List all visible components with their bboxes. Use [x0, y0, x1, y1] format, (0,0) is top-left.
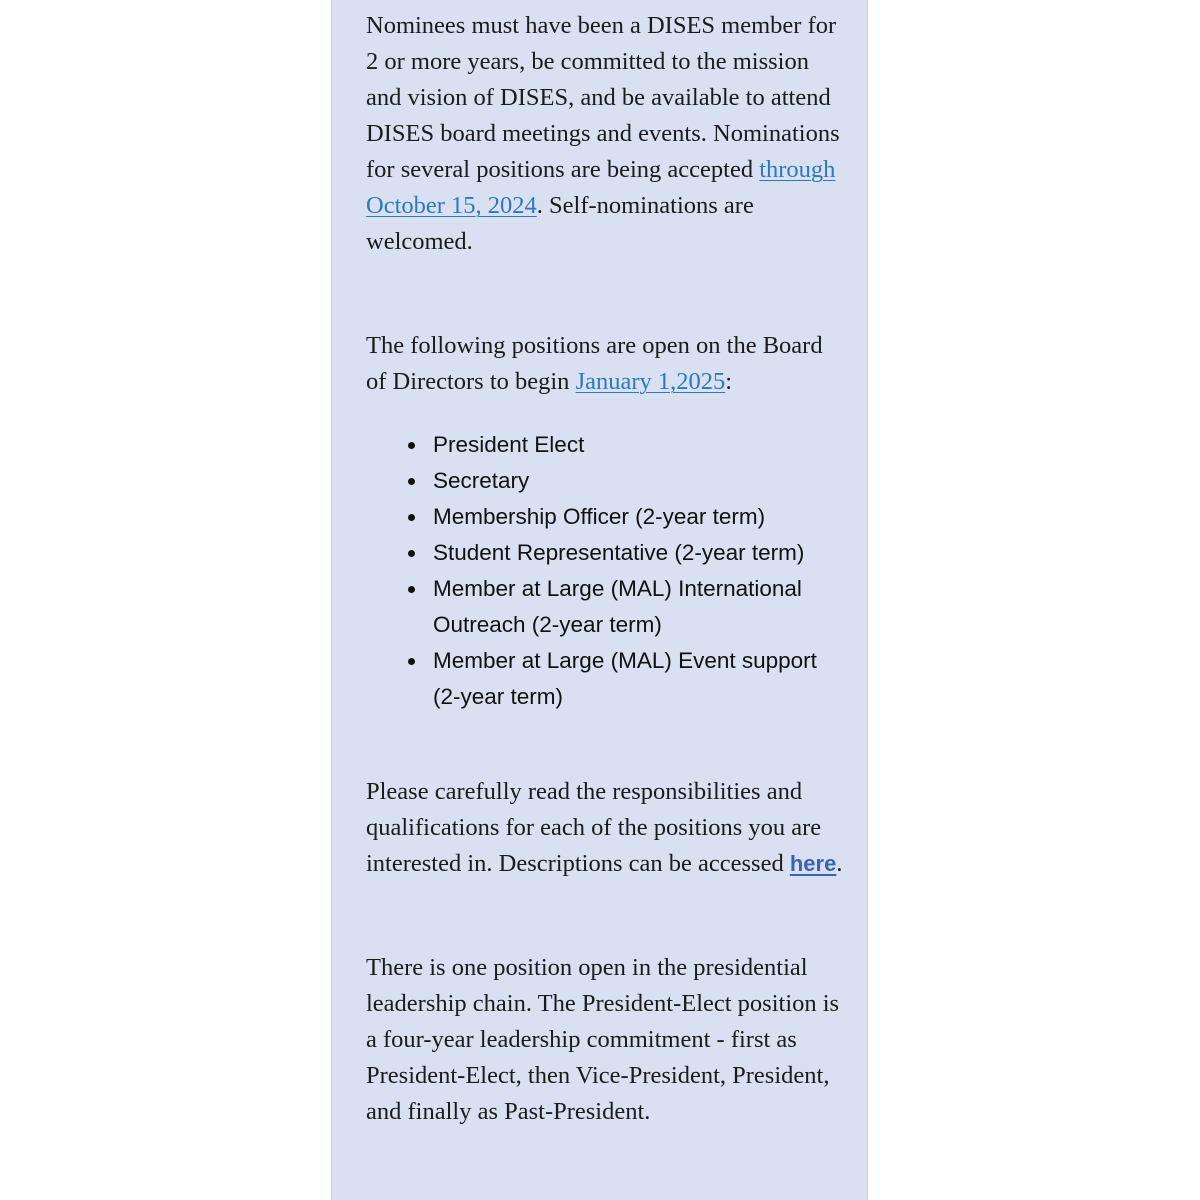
- list-item: Member at Large (MAL) International Outreach (2-year term): [433, 571, 846, 643]
- list-item: Secretary: [433, 463, 846, 499]
- positions-intro-text: The following positions are open on the Board of Directors to begin: [366, 332, 823, 395]
- descriptions-period: .: [836, 850, 843, 877]
- positions-intro-colon: :: [725, 368, 733, 395]
- descriptions-text: Please carefully read the responsibilities and qualifications for each of the positions you are interested in. Descriptions can be accessed: [366, 778, 822, 877]
- eligibility-text: Nominees must have been a DISES member for 2 or more years, be committed to the mission and vision of DISES, and be available to attend DISES board meetings and events. Nominations for several positions are being accepted: [366, 12, 840, 183]
- list-item: President Elect: [433, 427, 846, 463]
- leadership-chain-paragraph: There is one position open in the presidential leadership chain. The President-Elect position is a four-year leadership commitment - first as President-Elect, then Vice-President, President, and finally as Past-President.: [366, 954, 840, 1125]
- eligibility-text-end: . Self-nominations are welcomed.: [366, 192, 754, 255]
- content-column: [331, 0, 868, 1200]
- open-positions-list: [366, 427, 846, 715]
- eligibility-paragraph: [366, 8, 846, 260]
- list-item: Member at Large (MAL) Event support (2-year term): [433, 643, 846, 715]
- list-item: Membership Officer (2-year term): [433, 499, 846, 535]
- positions-intro-paragraph: [366, 328, 846, 400]
- descriptions-paragraph: [366, 774, 846, 882]
- nomination-deadline-link[interactable]: through October 15, 2024: [366, 156, 836, 219]
- list-item: Student Representative (2-year term): [433, 535, 846, 571]
- term-start-date-link[interactable]: January 1,2025: [575, 368, 726, 395]
- descriptions-here-link[interactable]: here: [789, 851, 837, 876]
